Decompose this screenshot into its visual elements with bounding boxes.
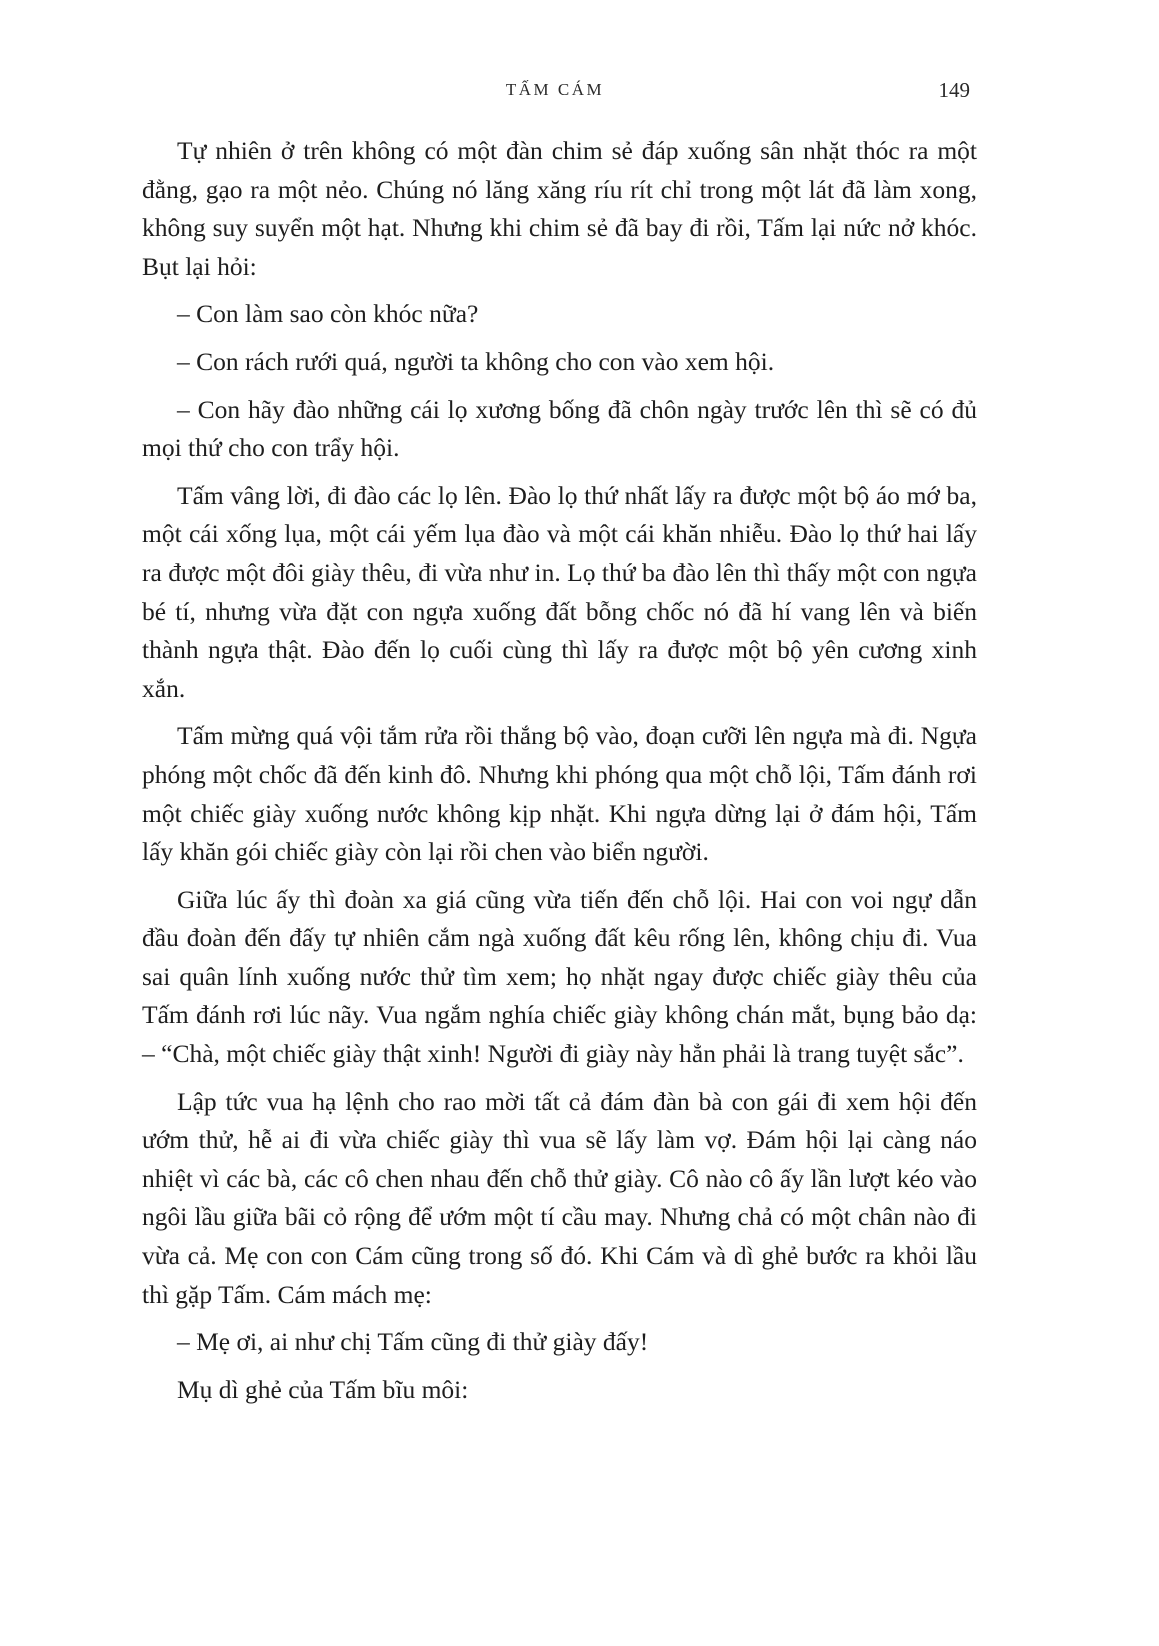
running-header xyxy=(140,80,970,110)
paragraph-stepmother: Mụ dì ghẻ của Tấm bĩu môi: xyxy=(177,1374,469,1404)
paragraph-shoe-trial: Lập tức vua hạ lệnh cho rao mời tất cả đám đàn bà con gái đi xem hội đến ướm thử, hễ ai đi vừa chiếc giày thì vua sẽ lấy làm vợ. Đám hội lại càng náo nhiệt vì các bà, các cô chen nhau đến chỗ thử giày. Cô nào cô ấy lần lượt kéo vào ngôi lầu giữa bãi cỏ rộng để ướm một tí cầu may. Nhưng chả có một chân nào đi vừa cả. Mẹ con con Cám cũng trong số đó. Khi Cám và dì ghẻ bước ra khỏi lầu thì gặp Tấm. Cám mách mẹ: xyxy=(142,1086,977,1309)
page-number: 149 xyxy=(938,78,970,102)
paragraph-royal-procession: Giữa lúc ấy thì đoàn xa giá cũng vừa tiến đến chỗ lội. Hai con voi ngự dẫn đầu đoàn đến đấy tự nhiên cắm ngà xuống đất kêu rống lên, không chịu đi. Vua sai quân lính xuống nước thử tìm xem; họ nhặt ngay được chiếc giày thêu của Tấm đánh rơi lúc nãy. Vua ngắm nghía chiếc giày không chán mắt, bụng bảo dạ: – “Chà, một chiếc giày thật xinh! Người đi giày này hẳn phải là trang tuyệt sắc”. xyxy=(142,884,977,1069)
body-text xyxy=(142,132,977,1418)
paragraph-dialogue-2: – Con rách rưới quá, người ta không cho con vào xem hội. xyxy=(177,346,775,376)
paragraph-jars: Tấm vâng lời, đi đào các lọ lên. Đào lọ thứ nhất lấy ra được một bộ áo mớ ba, một cái xống lụa, một cái yếm lụa đào và một cái khăn nhiễu. Đào lọ thứ hai lấy ra được một đôi giày thêu, đi vừa như in. Lọ thứ ba đào lên thì thấy một con ngựa bé tí, nhưng vừa đặt con ngựa xuống đất bỗng chốc nó đã hí vang lên và biến thành ngựa thật. Đào đến lọ cuối cùng thì lấy ra được một bộ yên cương xinh xắn. xyxy=(142,480,977,703)
paragraph-sparrows: Tự nhiên ở trên không có một đàn chim sẻ đáp xuống sân nhặt thóc ra một đằng, gạo ra một nẻo. Chúng nó lăng xăng ríu rít chỉ trong một lát đã làm xong, không suy suyển một hạt. Nhưng khi chim sẻ đã bay đi rồi, Tấm lại nức nở khóc. Bụt lại hỏi: xyxy=(142,136,977,281)
paragraph-dialogue-1: – Con làm sao còn khóc nữa? xyxy=(177,299,479,329)
paragraph-dialogue-3: – Con hãy đào những cái lọ xương bống đã chôn ngày trước lên thì sẽ có đủ mọi thứ cho con trẩy hội. xyxy=(142,394,977,463)
running-title: TẤM CÁM xyxy=(505,80,605,99)
paragraph-horse-ride: Tấm mừng quá vội tắm rửa rồi thắng bộ vào, đoạn cưỡi lên ngựa mà đi. Ngựa phóng một chốc đã đến kinh đô. Nhưng khi phóng qua một chỗ lội, Tấm đánh rơi một chiếc giày xuống nước không kịp nhặt. Khi ngựa dừng lại ở đám hội, Tấm lấy khăn gói chiếc giày còn lại rồi chen vào biển người. xyxy=(142,721,977,867)
paragraph-dialogue-4: – Mẹ ơi, ai như chị Tấm cũng đi thử giày đấy! xyxy=(177,1327,649,1357)
